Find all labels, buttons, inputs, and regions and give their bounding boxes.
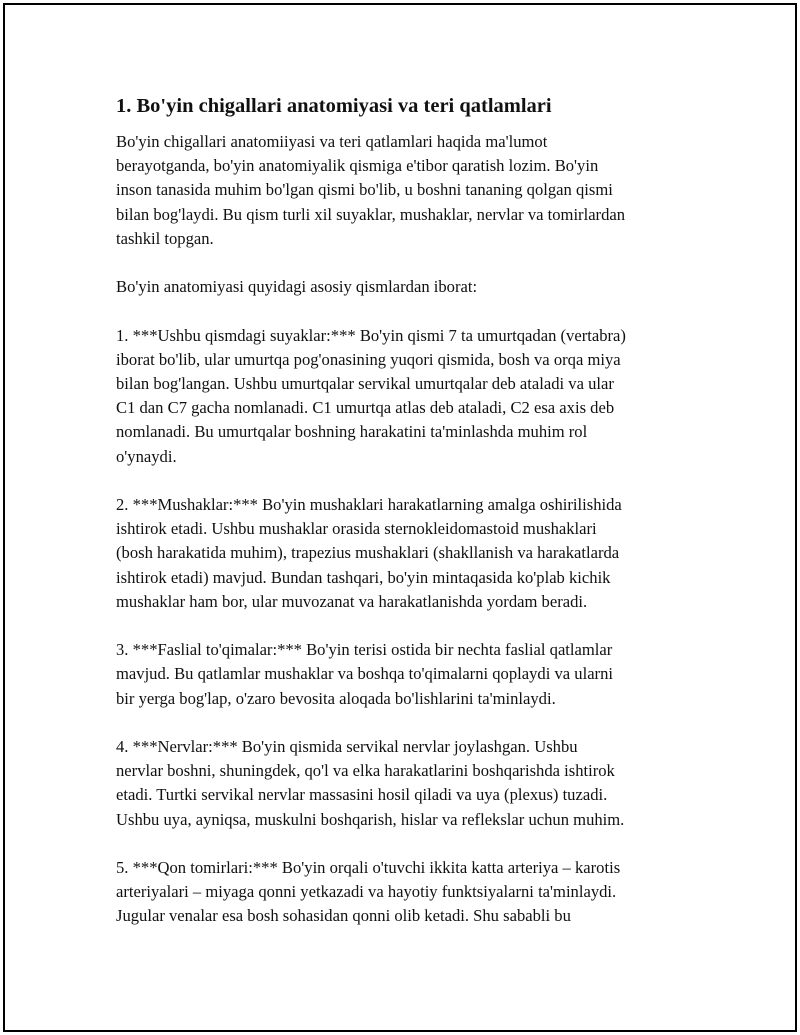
document-title: 1. Bo'yin chigallari anatomiyasi va teri qatlamlari — [116, 95, 552, 117]
bones-paragraph: 1. ***Ushbu qismdagi suyaklar:*** Bo'yin qismi 7 ta umurtqadan (vertabra) iborat bo'lib, ular umurtqa pog'onasining yuqori qismida, bosh va orqa miya bilan bog'langan. Ushbu umurtqalar servikal umurtqalar deb ataladi va ular C1 dan C7 gacha nomlanadi. C1 umurtqa atlas deb ataladi, C2 esa axis deb nomlanadi. Bu umurtqalar boshning harakatini ta'minlashda muhim rol o'ynaydi. — [116, 325, 626, 466]
anatomy-summary-paragraph: Bo'yin anatomiyasi quyidagi asosiy qismlardan iborat: — [116, 277, 478, 297]
muscles-paragraph: 2. ***Mushaklar:*** Bo'yin mushaklari harakatlarning amalga oshirilishida ishtirok etadi. Ushbu mushaklar orasida sternokleidomastoid mushaklari (bosh harakatida muhim), trapezius mushaklari (shakllanish va harakatlarda ishtirok etadi) mavjud. Bundan tashqari, bo'yin mintaqasida ko'plab kichik mushaklar ham bor, ular muvozanat va harakatlanishda yordam beradi. — [116, 495, 622, 611]
intro-paragraph: Bo'yin chigallari anatomiiyasi va teri qatlamlari haqida ma'lumot berayotganda, bo'yin anatomiyalik qismiga e'tibor qaratish lozim. Bo'yin inson tanasida muhim bo'lgan qismi bo'lib, u boshni tananing qolgan qismi bilan bog'laydi. Bu qism turli xil suyaklar, mushaklar, nervlar va tomirlardan tashkil topgan. — [116, 132, 626, 248]
fascia-paragraph: 3. ***Faslial to'qimalar:*** Bo'yin terisi ostida bir nechta faslial qatlamlar mavjud. Bu qatlamlar mushaklar va boshqa to'qimalarni qoplaydi va ularni bir yerga bog'lap, o'zaro bevosita aloqada bo'lishlarini ta'minlaydi. — [116, 640, 613, 708]
blood-vessels-paragraph: 5. ***Qon tomirlari:*** Bo'yin orqali o'tuvchi ikkita katta arteriya – karotis arteriyalari – miyaga qonni yetkazadi va hayotiy funktsiyalarni ta'minlaydi. Jugular venalar esa bosh sohasidan qonni olib ketadi. Shu sababli bu — [116, 858, 621, 926]
document-body — [116, 92, 686, 953]
nerves-paragraph: 4. ***Nervlar:*** Bo'yin qismida servikal nervlar joylashgan. Ushbu nervlar boshni, shuningdek, qo'l va elka harakatlarini boshqarishda ishtirok etadi. Turtki servikal nervlar massasini hosil qiladi va uya (plexus) tuzadi. Ushbu uya, ayniqsa, muskulni boshqarish, hislar va reflekslar uchun muhim. — [116, 737, 625, 829]
